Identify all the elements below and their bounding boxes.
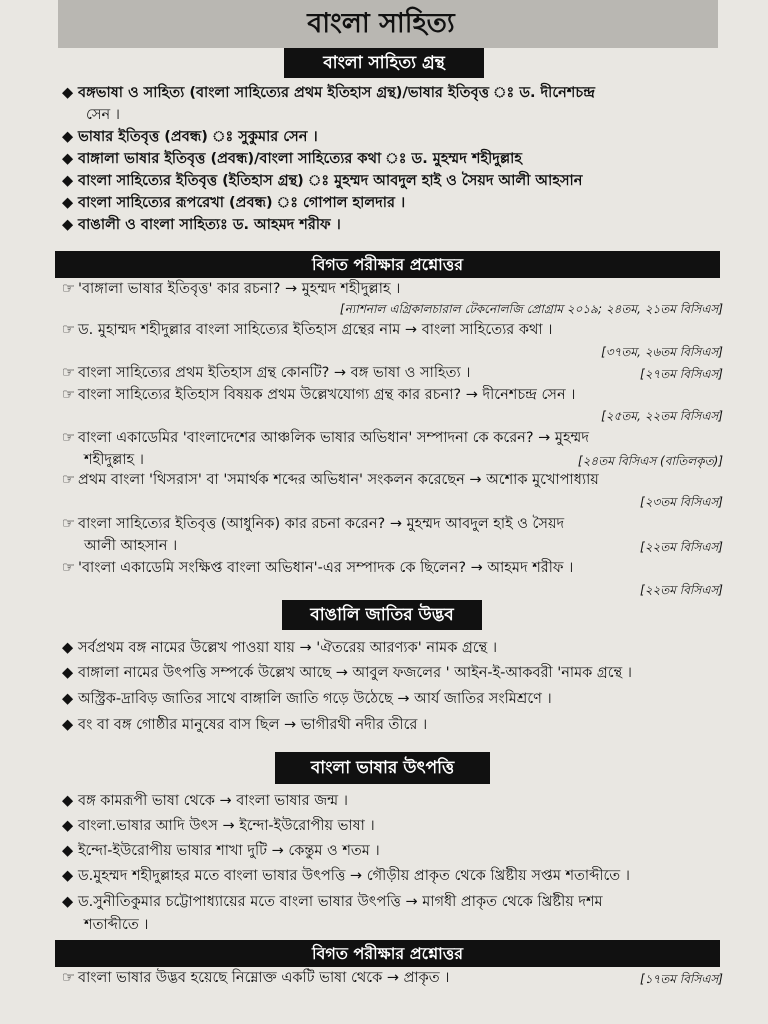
- pointing-hand-icon: ☞: [62, 516, 75, 532]
- list-item: ◆ বাংলা সাহিত্যের ইতিবৃত্ত (ইতিহাস গ্রন্থ) ঃ মুহম্মদ আবদুল হাই ও সৈয়দ আলী আহসান: [62, 170, 582, 192]
- list-item: ◆ বাংলা সাহিত্যের রূপরেখা (প্রবন্ধ) ঃ গোপাল হালদার ।: [62, 192, 405, 214]
- section-header-previous-exam: বিগত পরীক্ষার প্রশ্নোত্তর: [55, 251, 720, 278]
- pointing-hand-icon: ☞: [62, 560, 75, 576]
- exam-reference: [ন্যাশনাল এগ্রিকালচারাল টেকনোলজি প্রোগ্রাম ২০১৯; ২৪তম, ২১তম বিসিএস]: [339, 302, 723, 316]
- question-item: ☞ 'বাঙ্গালা ভাষার ইতিবৃত্ত' কার রচনা? → মুহম্মদ শহীদুল্লাহ ।: [62, 281, 401, 297]
- diamond-icon: ◆: [62, 173, 74, 189]
- list-item: ◆ বাঙ্গালা নামের উৎপত্তি সম্পর্কে উল্লেখ আছে → আবুল ফজলের ' আইন-ই-আকবরী 'নামক গ্রন্থে ।: [62, 662, 632, 684]
- diamond-icon: ◆: [62, 151, 74, 167]
- list-item: ◆ সর্বপ্রথম বঙ্গ নামের উল্লেখ পাওয়া যায় → 'ঐতরেয় আরণ্যক' নামক গ্রন্থে ।: [62, 637, 497, 659]
- diamond-icon: ◆: [62, 85, 74, 101]
- diamond-icon: ◆: [62, 717, 74, 733]
- question-continuation: আলী আহসান ।: [84, 538, 178, 554]
- list-item: ◆ বাঙ্গালা ভাষার ইতিবৃত্ত (প্রবন্ধ)/বাংলা সাহিত্যের কথা ঃ ড. মুহম্মদ শহীদুল্লাহ: [62, 148, 522, 170]
- pointing-hand-icon: ☞: [62, 387, 75, 403]
- list-item: ◆ বঙ্গ কামরূপী ভাষা থেকে → বাংলা ভাষার জন্ম ।: [62, 790, 348, 812]
- exam-reference: [৩৭তম, ২৬তম বিসিএস]: [601, 345, 723, 359]
- question-item: ☞ প্রথম বাংলা 'থিসরাস' বা 'সমার্থক শব্দের অভিধান' সংকলন করেছেন → অশোক মুখোপাধ্যায়: [62, 472, 599, 488]
- list-item: ◆ ড.সুনীতিকুমার চট্টোপাধ্যায়ের মতে বাংলা ভাষার উৎপত্তি → মাগধী প্রাকৃত থেকে খ্রিষ্টীয় দশম: [62, 891, 603, 913]
- list-item: ◆ বং বা বঙ্গ গোষ্ঠীর মানুষের বাস ছিল → ভাগীরথী নদীর তীরে ।: [62, 714, 427, 736]
- diamond-icon: ◆: [62, 640, 74, 656]
- list-item: ◆ ভাষার ইতিবৃত্ত (প্রবন্ধ) ঃ সুকুমার সেন ।: [62, 126, 318, 148]
- diamond-icon: ◆: [62, 691, 74, 707]
- pointing-hand-icon: ☞: [62, 472, 75, 488]
- exam-reference: [২৪তম বিসিএস (বাতিলকৃত)]: [577, 454, 723, 468]
- exam-reference: [২৭তম বিসিএস]: [640, 367, 723, 381]
- section-header-books: বাংলা সাহিত্য গ্রন্থ: [284, 48, 484, 78]
- question-item: ☞ বাংলা ভাষার উদ্ভব হয়েছে নিম্নোক্ত একটি ভাষা থেকে → প্রাকৃত ।: [62, 970, 450, 986]
- section-header-bengali-origin: বাঙালি জাতির উদ্ভব: [282, 600, 482, 630]
- question-item: ☞ বাংলা সাহিত্যের ইতিহাস বিষয়ক প্রথম উল্লেখযোগ্য গ্রন্থ কার রচনা? → দীনেশচন্দ্র সেন ।: [62, 387, 576, 403]
- pointing-hand-icon: ☞: [62, 365, 75, 381]
- list-item-continuation: সেন ।: [86, 107, 120, 123]
- diamond-icon: ◆: [62, 793, 74, 809]
- exam-reference: [১৭তম বিসিএস]: [640, 972, 723, 986]
- list-item: ◆ ড.মুহম্মদ শহীদুল্লাহর মতে বাংলা ভাষার উৎপত্তি → গৌড়ীয় প্রাকৃত থেকে খ্রিষ্টীয় সপ্তম শতাব্দীতে ।: [62, 865, 630, 887]
- pointing-hand-icon: ☞: [62, 970, 75, 986]
- diamond-icon: ◆: [62, 894, 74, 910]
- section-header-previous-exam-2: বিগত পরীক্ষার প্রশ্নোত্তর: [55, 940, 720, 967]
- pointing-hand-icon: ☞: [62, 281, 75, 297]
- question-continuation: শহীদুল্লাহ ।: [84, 452, 144, 468]
- diamond-icon: ◆: [62, 195, 74, 211]
- diamond-icon: ◆: [62, 129, 74, 145]
- exam-reference: [২৩তম বিসিএস]: [640, 495, 723, 509]
- section-header-language-origin: বাংলা ভাষার উৎপত্তি: [275, 752, 490, 784]
- list-item: ◆ ইন্দো-ইউরোপীয় ভাষার শাখা দুটি → কেন্তুম ও শতম ।: [62, 840, 380, 862]
- list-item-continuation: শতাব্দীতে ।: [84, 917, 149, 933]
- list-item: ◆ অস্ট্রিক-দ্রাবিড় জাতির সাথে বাঙ্গালি জাতি গড়ে উঠেছে → আর্য জাতির সংমিশ্রণে ।: [62, 688, 552, 710]
- pointing-hand-icon: ☞: [62, 322, 75, 338]
- list-item: ◆ বাংলা.ভাষার আদি উৎস → ইন্দো-ইউরোপীয় ভাষা ।: [62, 815, 375, 837]
- diamond-icon: ◆: [62, 843, 74, 859]
- question-item: ☞ বাংলা সাহিত্যের প্রথম ইতিহাস গ্রন্থ কোনটি? → বঙ্গ ভাষা ও সাহিত্য ।: [62, 365, 471, 381]
- question-item: ☞ 'বাংলা একাডেমি সংক্ষিপ্ত বাংলা অভিধান'-এর সম্পাদক কে ছিলেন? → আহমদ শরীফ ।: [62, 560, 574, 576]
- diamond-icon: ◆: [62, 818, 74, 834]
- page-title: বাংলা সাহিত্য: [307, 8, 455, 39]
- pointing-hand-icon: ☞: [62, 430, 75, 446]
- diamond-icon: ◆: [62, 868, 74, 884]
- question-item: ☞ বাংলা একাডেমির 'বাংলাদেশের আঞ্চলিক ভাষার অভিধান' সম্পাদনা কে করেন? → মুহম্মদ: [62, 430, 589, 446]
- diamond-icon: ◆: [62, 665, 74, 681]
- question-item: ☞ বাংলা সাহিত্যের ইতিবৃত্ত (আধুনিক) কার রচনা করেন? → মুহম্মদ আবদুল হাই ও সৈয়দ: [62, 516, 565, 532]
- list-item: ◆ বঙ্গভাষা ও সাহিত্য (বাংলা সাহিত্যের প্রথম ইতিহাস গ্রন্থ)/ভাষার ইতিবৃত্ত ঃ ড. দীনেশচন্দ্র: [62, 82, 595, 104]
- exam-reference: [২৫তম, ২২তম বিসিএস]: [601, 409, 723, 423]
- exam-reference: [২২তম বিসিএস]: [640, 583, 723, 597]
- exam-reference: [২২তম বিসিএস]: [640, 540, 723, 554]
- question-item: ☞ ড. মুহাম্মদ শহীদুল্লার বাংলা সাহিত্যের ইতিহাস গ্রন্থের নাম → বাংলা সাহিত্যের কথা ।: [62, 322, 553, 338]
- list-item: ◆ বাঙালী ও বাংলা সাহিত্যঃ ড. আহমদ শরীফ ।: [62, 214, 341, 236]
- diamond-icon: ◆: [62, 217, 74, 233]
